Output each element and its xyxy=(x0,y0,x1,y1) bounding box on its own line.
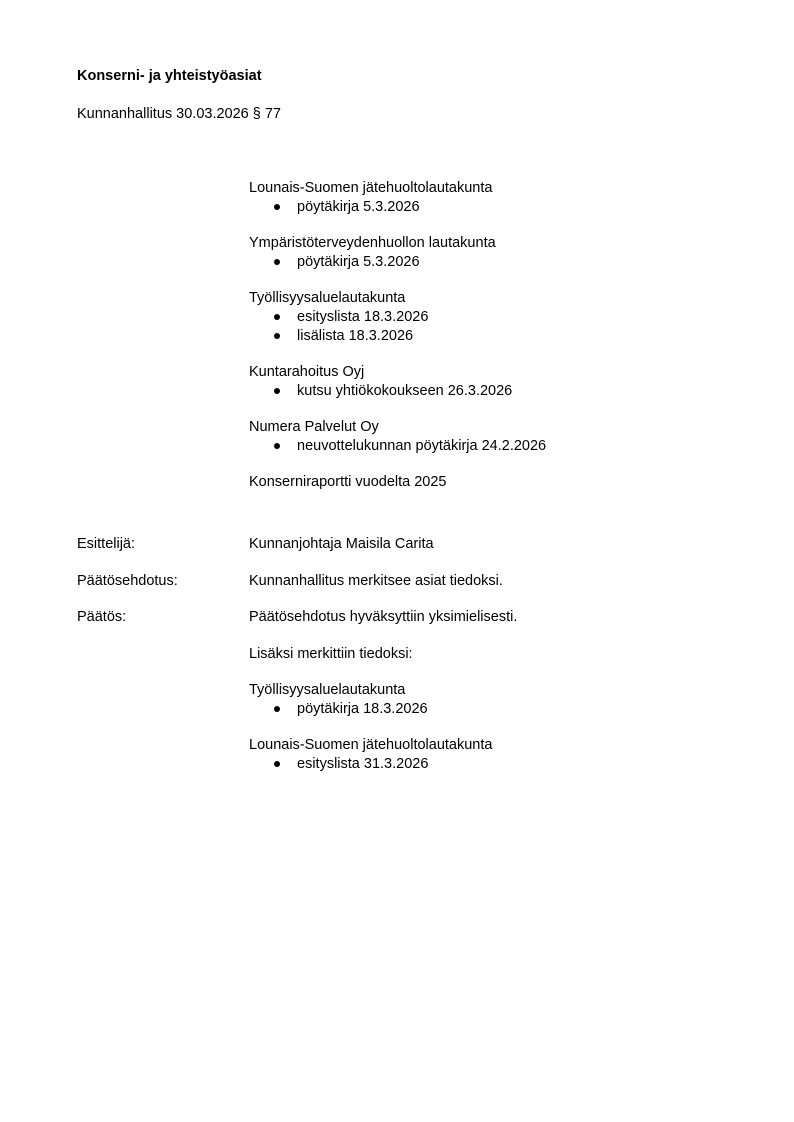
bullet-icon xyxy=(274,761,280,767)
list-item-text: esityslista 18.3.2026 xyxy=(297,309,429,325)
list-item xyxy=(249,327,749,346)
decision-note: Lisäksi merkittiin tiedoksi: xyxy=(249,646,413,662)
list-item xyxy=(249,308,749,327)
bullet-list xyxy=(249,253,749,272)
item-group xyxy=(249,363,749,401)
item-heading: Ympäristöterveydenhuollon lautakunta xyxy=(249,235,496,251)
item-group xyxy=(249,736,749,774)
proposal-label: Päätösehdotus: xyxy=(77,573,178,589)
list-item-text: pöytäkirja 5.3.2026 xyxy=(297,254,420,270)
bullet-list xyxy=(249,308,749,346)
list-item-text: pöytäkirja 5.3.2026 xyxy=(297,199,420,215)
item-group xyxy=(249,473,749,492)
list-item-text: pöytäkirja 18.3.2026 xyxy=(297,701,428,717)
bullet-icon xyxy=(274,443,280,449)
document-title: Konserni- ja yhteistyöasiat xyxy=(77,68,262,84)
list-item xyxy=(249,755,749,774)
decision-notes xyxy=(249,645,749,791)
item-heading: Lounais-Suomen jätehuoltolautakunta xyxy=(249,737,493,753)
list-item xyxy=(249,700,749,719)
presenter-value: Kunnanjohtaja Maisila Carita xyxy=(249,536,434,552)
bullet-list xyxy=(249,755,749,774)
list-item-text: lisälista 18.3.2026 xyxy=(297,328,414,344)
bullet-icon xyxy=(274,388,280,394)
list-item xyxy=(249,198,749,217)
list-item-text: neuvottelukunnan pöytäkirja 24.2.2026 xyxy=(297,438,547,454)
bullet-list xyxy=(249,437,749,456)
bullet-list xyxy=(249,198,749,217)
item-heading: Konserniraportti vuodelta 2025 xyxy=(249,474,447,490)
item-group xyxy=(249,179,749,217)
decision-label: Päätös: xyxy=(77,609,127,625)
item-heading: Numera Palvelut Oy xyxy=(249,419,379,435)
item-heading: Lounais-Suomen jätehuoltolautakunta xyxy=(249,180,493,196)
item-group xyxy=(249,418,749,456)
list-item xyxy=(249,382,749,401)
list-item xyxy=(249,437,749,456)
bullet-list xyxy=(249,700,749,719)
decision-value: Päätösehdotus hyväksyttiin yksimielisesti. xyxy=(249,609,518,625)
bullet-icon xyxy=(274,259,280,265)
list-item xyxy=(249,253,749,272)
presenter-label: Esittelijä: xyxy=(77,536,136,552)
bullet-icon xyxy=(274,314,280,320)
item-group xyxy=(249,289,749,346)
bullet-icon xyxy=(274,706,280,712)
item-heading: Kuntarahoitus Oyj xyxy=(249,364,365,380)
bullet-icon xyxy=(274,333,280,339)
proposal-value: Kunnanhallitus merkitsee asiat tiedoksi. xyxy=(249,573,503,589)
item-heading: Työllisyysaluelautakunta xyxy=(249,682,406,698)
bullet-icon xyxy=(274,204,280,210)
item-group xyxy=(249,234,749,272)
item-group xyxy=(249,681,749,719)
items-list xyxy=(249,179,749,509)
bullet-list xyxy=(249,382,749,401)
item-heading: Työllisyysaluelautakunta xyxy=(249,290,406,306)
meeting-reference: Kunnanhallitus 30.03.2026 § 77 xyxy=(77,106,281,122)
list-item-text: kutsu yhtiökokoukseen 26.3.2026 xyxy=(297,383,513,399)
list-item-text: esityslista 31.3.2026 xyxy=(297,756,429,772)
